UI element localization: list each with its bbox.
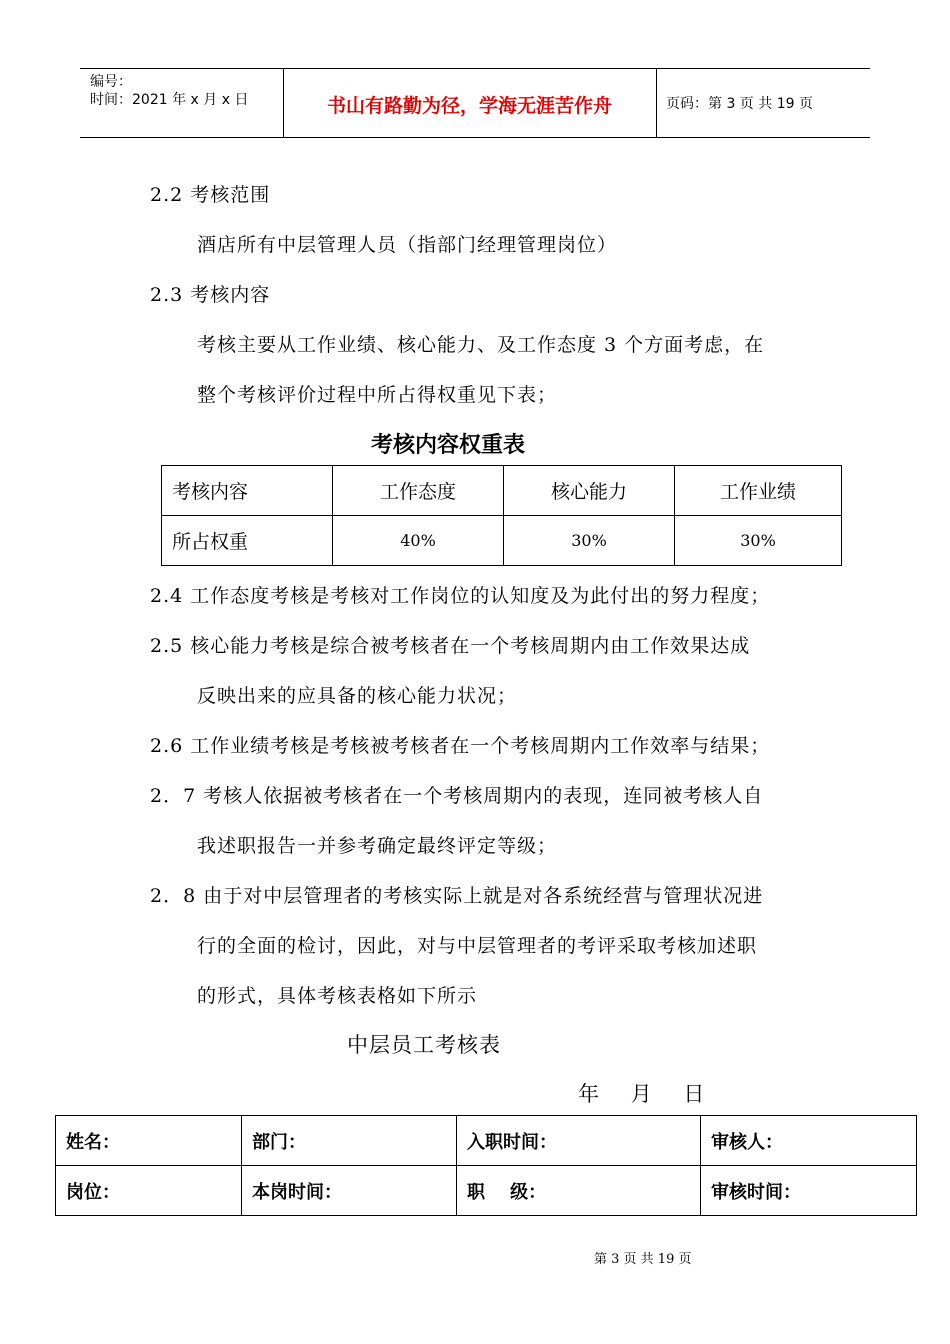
- weight-table-title: 考核内容权重表: [371, 433, 526, 458]
- weight-value-cell: 30%: [504, 516, 675, 566]
- item-2-8-line-3: 的形式，具体考核表格如下所示: [197, 985, 478, 1007]
- page-info: 页码：第 3 页 共 19 页: [666, 96, 813, 112]
- department-field[interactable]: 部门：: [242, 1116, 457, 1166]
- weight-table-value-row: [162, 516, 842, 566]
- number-label: 编号：: [90, 74, 132, 90]
- weight-header-cell: 工作业绩: [675, 466, 842, 516]
- section-2-3-body-1: 考核主要从工作业绩、核心能力、及工作态度 3 个方面考虑，在: [197, 334, 765, 356]
- review-time-field[interactable]: 审核时间：: [701, 1166, 917, 1216]
- weight-header-cell: 考核内容: [162, 466, 333, 516]
- item-2-6: 2.6 工作业绩考核是考核被考核者在一个考核周期内工作效率与结果；: [150, 735, 771, 757]
- staff-form-row: [56, 1116, 917, 1166]
- section-2-3-heading: 2.3 考核内容: [150, 284, 271, 306]
- item-2-8-line-2: 行的全面的检讨，因此，对与中层管理者的考评采取考核加述职: [197, 935, 758, 957]
- item-2-5-line-2: 反映出来的应具备的核心能力状况；: [197, 685, 518, 707]
- section-2-2-heading: 2.2 考核范围: [150, 184, 271, 206]
- weight-row-label: 所占权重: [162, 516, 333, 566]
- header-page-cell: [656, 69, 870, 137]
- weight-header-cell: 核心能力: [504, 466, 675, 516]
- weight-header-cell: 工作态度: [333, 466, 504, 516]
- section-2-2-body: 酒店所有中层管理人员（指部门经理管理岗位）: [197, 234, 618, 256]
- header-meta-cell: [80, 69, 284, 137]
- section-2-3-body-2: 整个考核评价过程中所占得权重见下表；: [197, 384, 558, 406]
- page-header: [80, 68, 870, 138]
- hire-date-field[interactable]: 入职时间：: [457, 1116, 701, 1166]
- weight-value-cell: 30%: [675, 516, 842, 566]
- item-2-7-line-1: 2．7 考核人依据被考核者在一个考核周期内的表现，连同被考核人自: [150, 785, 764, 807]
- name-field[interactable]: 姓名：: [56, 1116, 242, 1166]
- weight-table-header-row: [162, 466, 842, 516]
- staff-form-date: 年 月 日: [578, 1082, 706, 1106]
- weight-value-cell: 40%: [333, 516, 504, 566]
- time-in-position-field[interactable]: 本岗时间：: [242, 1166, 457, 1216]
- page-footer: 第 3 页 共 19 页: [594, 1252, 692, 1267]
- date-label: 时间：2021 年 x 月 x 日: [90, 92, 249, 108]
- item-2-4: 2.4 工作态度考核是考核对工作岗位的认知度及为此付出的努力程度；: [150, 585, 771, 607]
- reviewer-field[interactable]: 审核人：: [701, 1116, 917, 1166]
- motto: 书山有路勤为径，学海无涯苦作舟: [326, 95, 612, 117]
- item-2-8-line-1: 2．8 由于对中层管理者的考核实际上就是对各系统经营与管理状况进: [150, 885, 764, 907]
- position-field[interactable]: 岗位：: [56, 1166, 242, 1216]
- staff-form-title: 中层员工考核表: [347, 1033, 501, 1057]
- item-2-7-line-2: 我述职报告一并参考确定最终评定等级；: [197, 835, 558, 857]
- weight-table: [161, 465, 842, 566]
- header-motto-cell: [283, 69, 657, 137]
- rank-field[interactable]: 职 级：: [457, 1166, 701, 1216]
- staff-form-row: [56, 1166, 917, 1216]
- staff-form-table: [55, 1115, 917, 1216]
- item-2-5-line-1: 2.5 核心能力考核是综合被考核者在一个考核周期内由工作效果达成: [150, 635, 751, 657]
